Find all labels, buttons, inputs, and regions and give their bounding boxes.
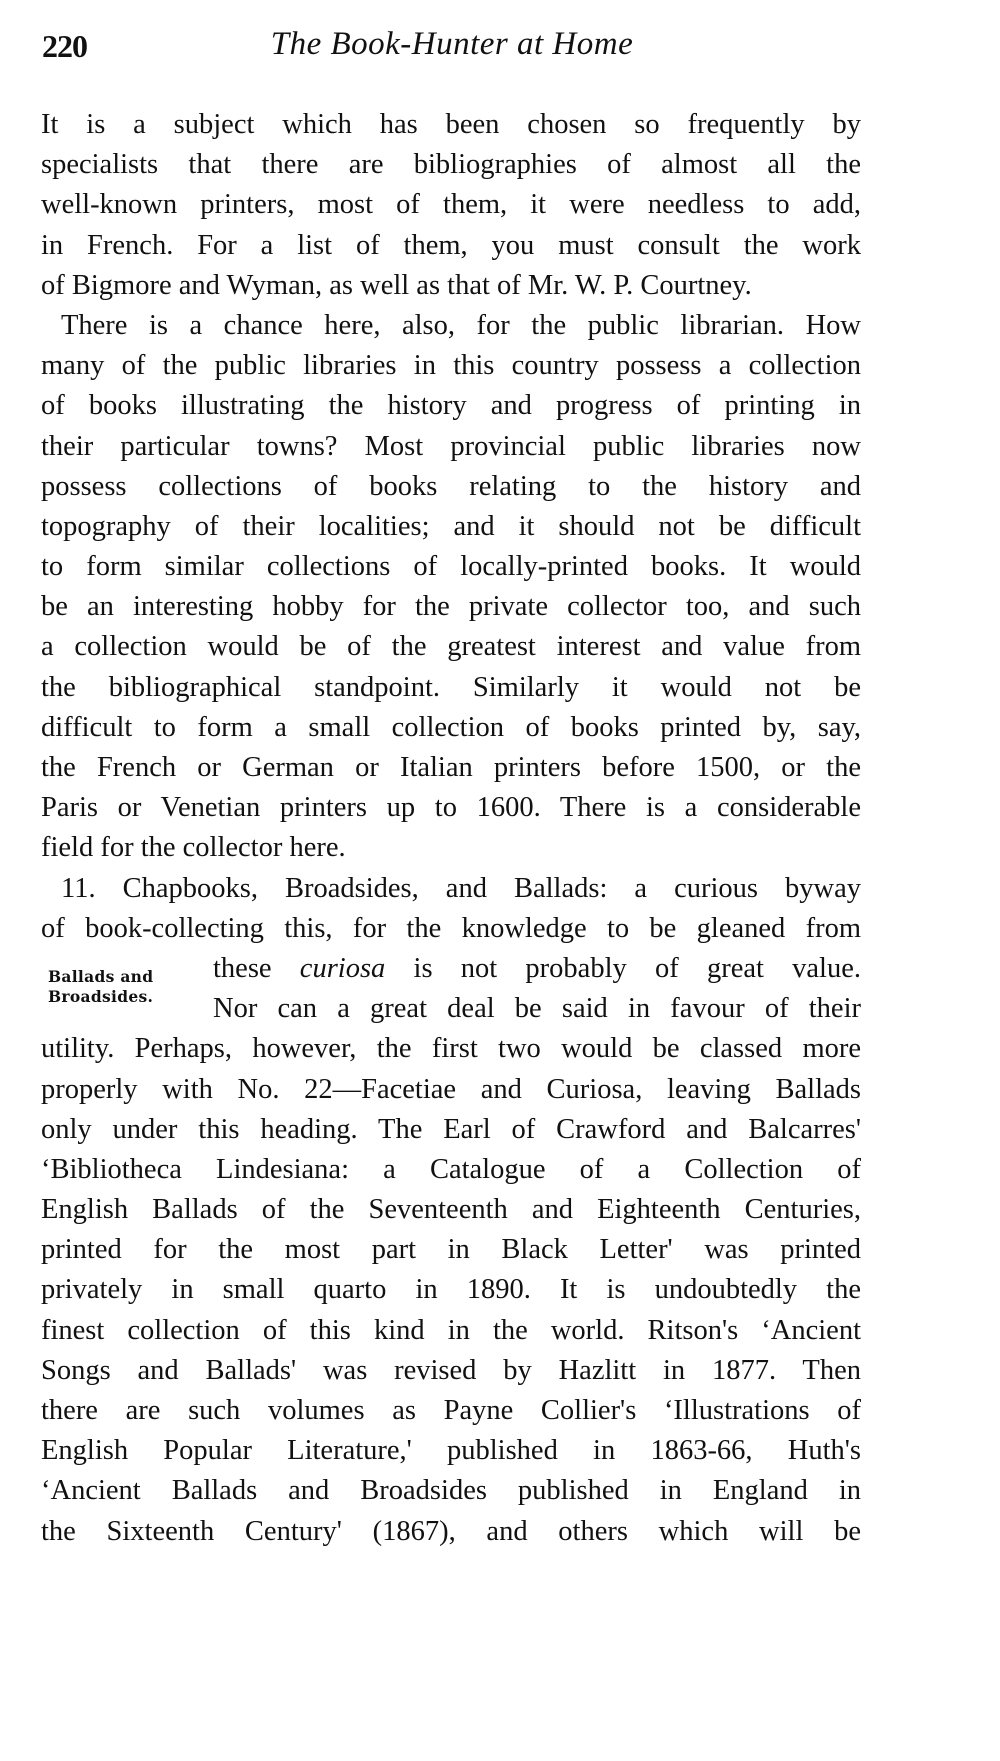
text-line: of book-collecting this, for the knowledge to be gleaned from <box>41 912 861 944</box>
text-line: field for the collector here. <box>41 832 346 864</box>
text-line: printed for the most part in Black Letter' was printed <box>41 1234 861 1266</box>
text-line: Nor can a great deal be said in favour of their <box>213 993 861 1025</box>
text-line: difficult to form a small collection of books printed by, say, <box>41 711 861 743</box>
text-line: the French or German or Italian printers before 1500, or the <box>41 752 861 783</box>
text-line: There is a chance here, also, for the public librarian. How <box>61 309 861 341</box>
text-line: be an interesting hobby for the private collector too, and such <box>41 591 861 623</box>
text-line: specialists that there are bibliographies of almost all the <box>41 149 861 181</box>
text-line: English Ballads of the Seventeenth and Eighteenth Centuries, <box>41 1194 861 1226</box>
italic-term: curiosa <box>299 952 386 984</box>
text-line: there are such volumes as Payne Collier's ‘Illustrations of <box>41 1395 861 1426</box>
text-line: finest collection of this kind in the world. Ritson's ‘Ancient <box>41 1314 861 1346</box>
text-line: the bibliographical standpoint. Similarly it would not be <box>41 671 861 703</box>
text-line: ‘Ancient Ballads and Broadsides published in England in <box>41 1475 861 1507</box>
running-title: The Book-Hunter at Home <box>270 26 634 62</box>
page-header <box>42 22 862 74</box>
text-line: privately in small quarto in 1890. It is undoubtedly the <box>41 1274 861 1306</box>
text-line: of Bigmore and Wyman, as well as that of Mr. W. P. Courtney. <box>41 269 752 301</box>
text-line: topography of their localities; and it should not be difficult <box>41 510 861 542</box>
page-number: 220 <box>42 28 87 64</box>
text-line: only under this heading. The Earl of Crawford and Balcarres' <box>41 1113 861 1145</box>
text-line: utility. Perhaps, however, the first two would be classed more <box>41 1033 861 1065</box>
text-line: a collection would be of the greatest interest and value from <box>41 631 861 663</box>
text-line: 11. Chapbooks, Broadsides, and Ballads: a curious byway <box>61 872 861 904</box>
text-line <box>213 949 861 989</box>
text-line: the Sixteenth Century' (1867), and others which will be <box>41 1515 861 1547</box>
text-line: in French. For a list of them, you must consult the work <box>41 229 861 261</box>
text-line: ‘Bibliotheca Lindesiana: a Catalogue of a Collection of <box>41 1153 861 1185</box>
text-line: properly with No. 22—Facetiae and Curiosa, leaving Ballads <box>41 1073 861 1105</box>
text-line: to form similar collections of locally-printed books. It would <box>41 551 861 583</box>
body-text <box>41 105 861 1552</box>
margin-note-line-2: Broadsides. <box>48 987 154 1006</box>
margin-note-line-1: Ballads and <box>48 967 154 986</box>
text-line: Paris or Venetian printers up to 1600. There is a considerable <box>41 792 861 824</box>
text-line: of books illustrating the history and progress of printing in <box>41 390 861 422</box>
text-line: Songs and Ballads' was revised by Hazlitt in 1877. Then <box>41 1354 861 1386</box>
text-line: It is a subject which has been chosen so frequently by <box>41 109 861 140</box>
text-line: many of the public libraries in this country possess a collection <box>41 350 861 382</box>
text-line: their particular towns? Most provincial public libraries now <box>41 430 861 462</box>
text-line: English Popular Literature,' published in 1863-66, Huth's <box>41 1435 861 1467</box>
text-line: possess collections of books relating to the history and <box>41 470 861 502</box>
text-segment: these <box>213 952 300 984</box>
text-line: well-known printers, most of them, it were needless to add, <box>41 189 861 221</box>
text-segment: is not probably of great value. <box>385 952 861 984</box>
